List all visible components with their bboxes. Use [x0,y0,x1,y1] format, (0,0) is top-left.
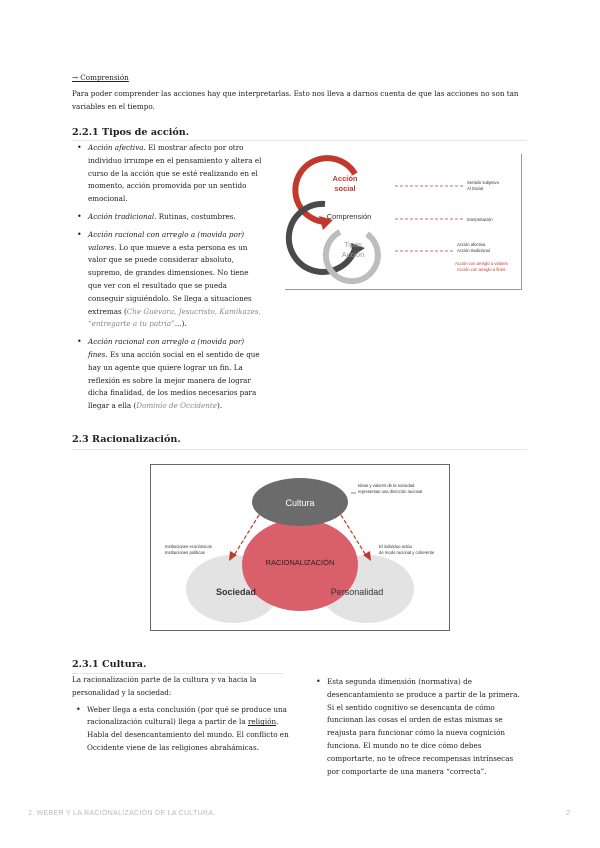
label-racionalizacion: RACIONALIZACIÓN [265,558,335,567]
action-text: . Rutinas, costumbres. [154,211,236,221]
action-text: . Lo que mueve a esta persona es un valor que se puede considerar absoluto, supremo, de grandes dimensiones. No tiene que ver con el resultado que se pueda conseguir siguiéndolo. Se llega a situaciones extremas ( [88,242,252,316]
stage-accion-social-2: social [334,184,356,193]
action-text: . Es una acción social en el sentido de que hay un agente que quiere lograr un fin. La reflexión es sobre la mejor manera de lograr dicha finalidad, de los medios necesarios para llegar a ella ( [88,349,260,411]
weber-text-after: . Habla del desencantamiento del mundo. El conflicto en Occidente viene de las religiones abrahámicas. [87,717,289,752]
note-valores: Acción con arreglo a valores [455,261,508,266]
list-item [73,142,263,206]
note-interpretacion: Interpretación [467,217,493,222]
rationalization-svg [151,465,449,630]
list-item [73,229,263,331]
action-example: Dominio de Occidente [136,401,218,411]
action-tail: ...). [174,319,187,329]
heading-tipos-accion: 2.2.1 Tipos de acción. [72,127,190,138]
cultura-intro: La racionalización parte de la cultura y va hacia la personalidad y la sociedad: [72,675,257,697]
stage-comprension: Comprensión [326,212,372,221]
page-number: 2 [566,810,570,817]
weber-text: Weber llega a esta conclusión (por qué se produce una racionalización cultural) llega a partir de la [87,704,287,727]
action-types-list [73,142,263,418]
cultura-list-left [72,704,292,755]
note-fines: Acción con arreglo a fines [457,267,506,272]
action-term: Acción racional con arreglo a (movida por) fines [88,337,245,359]
note-afectiva: Acción afectiva [457,242,486,247]
action-tail: ). [217,401,223,411]
action-example: Che Guevara, Jesucristo, Kamikazes, “entregarte a tu patria” [88,306,261,329]
stage-accion-social-1: Acción [332,174,358,183]
action-text: . El mostrar afecto por otro individuo irrumpe en el pensamiento y altera el curso de la acción que se esté realizando en el momento, acción promovida por un sentido emocional. [88,143,262,204]
religion-link[interactable]: religión [247,717,277,727]
list-item [73,336,263,413]
heading-racionalizacion: 2.3 Racionalización. [72,434,181,445]
right-column [312,676,524,783]
page-footer: 2. WEBER Y LA RACIONALIZACIÓN DE LA CULTURA. [28,810,216,817]
note-sentido: Sentido subjetivo [467,180,499,185]
note-social: Al Social [467,186,484,191]
label-personalidad: Personalidad [330,587,384,597]
action-cycle-svg [285,154,521,289]
heading-rule [72,140,527,141]
label-sociedad: Sociedad [215,587,257,597]
note-right-2: de modo racional y coherente [379,550,435,555]
label-cultura: Cultura [285,498,315,508]
note-tradicional: Acción tradicional [457,248,490,253]
note-right-1: El individuo actúa [379,544,412,549]
note-top-1: Ideas y valores de la sociedad [358,483,415,488]
note-left-2: Instituciones políticas [165,550,205,555]
action-cycle-figure [285,153,522,290]
intro-paragraph: Para poder comprender las acciones hay que interpretarlas. Esto nos lleva a darnos cuenta de que las acciones no son tan variables en el tiempo. [72,89,519,111]
cultura-list-right [312,676,524,778]
stage-tipos: Tipos [343,240,363,249]
action-term: Acción racional con arreglo a (movida por) valores [88,229,245,252]
list-item [72,704,292,755]
heading-cultura: 2.3.1 Cultura. [72,659,147,670]
note-left-1: Instituciones económicas [165,544,212,549]
list-item: • Esta segunda dimensión (normativa) de desencantamiento se produce a partir de la primera. Si el sentido cognitivo se desencanta de cómo funcionan las cosas el orden de estas mismas se reajusta para funcionar cómo la nueva cognición funciona. El mundo no te dice cómo debes comportarte, no te ofrece recompensas intrínsecas por comportarte de una manera “correcta”. [312,676,524,778]
note-top-2: representan una dirección racional [358,489,423,494]
stage-accion: Acción [341,250,365,259]
heading-rule [72,449,527,450]
section-link-text[interactable]: → Comprensión [72,73,129,82]
action-term: Acción afectiva [88,143,144,152]
section-link-comprension[interactable] [72,73,129,82]
list-item [73,211,263,224]
left-column [72,674,292,760]
action-term: Acción tradicional [88,211,155,221]
rationalization-figure [150,464,450,631]
